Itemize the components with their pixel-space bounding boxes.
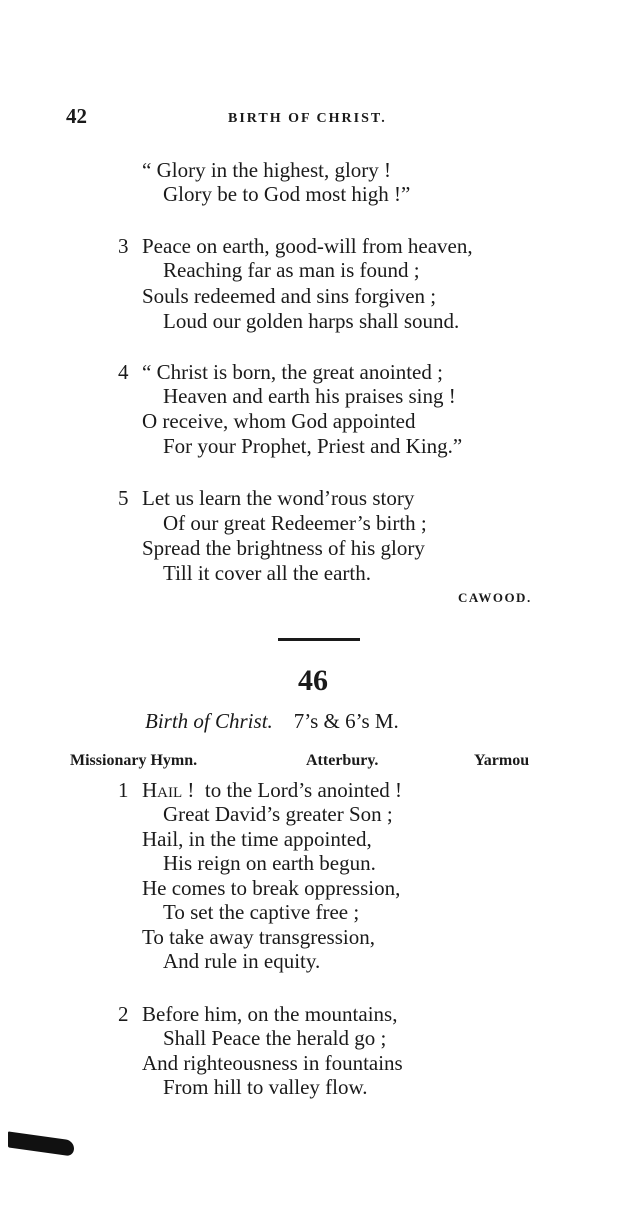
verse-line: Glory be to God most high !”: [163, 182, 411, 206]
verse-line: Heaven and earth his praises sing !: [163, 384, 456, 408]
verse-line: To set the captive free ;: [163, 900, 360, 924]
verse-line: Let us learn the wond’rous story: [142, 486, 415, 510]
verse-line: His reign on earth begun.: [163, 851, 376, 875]
verse-line: Great David’s greater Son ;: [163, 802, 393, 826]
stanza-number: 4: [118, 360, 129, 384]
verse-line: From hill to valley flow.: [163, 1075, 368, 1099]
verse-line: [142, 778, 402, 802]
hymn-subtitle: [145, 709, 399, 734]
verse-line: Peace on earth, good-will from heaven,: [142, 234, 473, 258]
verse-line: Spread the brightness of his glory: [142, 536, 425, 560]
verse-line: Till it cover all the earth.: [163, 561, 372, 585]
stanza-number: 3: [118, 234, 129, 258]
tune-name: Yarmou: [474, 752, 530, 769]
verse-initial-word: Hail: [142, 778, 183, 802]
stanza-number: 2: [118, 1002, 129, 1026]
page-number: 42: [66, 104, 87, 128]
verse-line: For your Prophet, Priest and King.”: [163, 434, 463, 458]
verse-line: Hail, in the time appointed,: [142, 827, 372, 851]
running-title: BIRTH OF CHRIST.: [228, 111, 387, 126]
tune-name: Missionary Hymn.: [70, 752, 198, 769]
verse-line: He comes to break oppression,: [142, 876, 401, 900]
hymn-author: CAWOOD.: [458, 590, 532, 605]
ink-smudge: [8, 1131, 74, 1156]
verse-line-rest: ! to the Lord’s anointed !: [182, 778, 403, 802]
verse-line: Shall Peace the herald go ;: [163, 1026, 387, 1050]
verse-line: Reaching far as man is found ;: [163, 258, 420, 282]
section-divider: [278, 638, 360, 641]
verse-line: Loud our golden harps shall sound.: [163, 309, 460, 333]
stanza-number: 1: [118, 778, 129, 802]
tune-name: Atterbury.: [306, 752, 379, 769]
verse-line: Of our great Redeemer’s birth ;: [163, 511, 427, 535]
hymn-number: 46: [298, 664, 328, 697]
verse-line: “ Christ is born, the great anointed ;: [142, 360, 443, 384]
verse-line: And rule in equity.: [163, 949, 321, 973]
verse-line: Before him, on the mountains,: [142, 1002, 398, 1026]
verse-line: “ Glory in the highest, glory !: [142, 158, 392, 182]
hymn-title: Birth of Christ.: [145, 709, 273, 733]
stanza-number: 5: [118, 486, 129, 510]
verse-line: O receive, whom God appointed: [142, 409, 416, 433]
verse-line: And righteousness in fountains: [142, 1051, 403, 1075]
verse-line: To take away transgression,: [142, 925, 375, 949]
verse-line: Souls redeemed and sins forgiven ;: [142, 284, 437, 308]
hymn-meter: 7’s & 6’s M.: [293, 709, 399, 733]
